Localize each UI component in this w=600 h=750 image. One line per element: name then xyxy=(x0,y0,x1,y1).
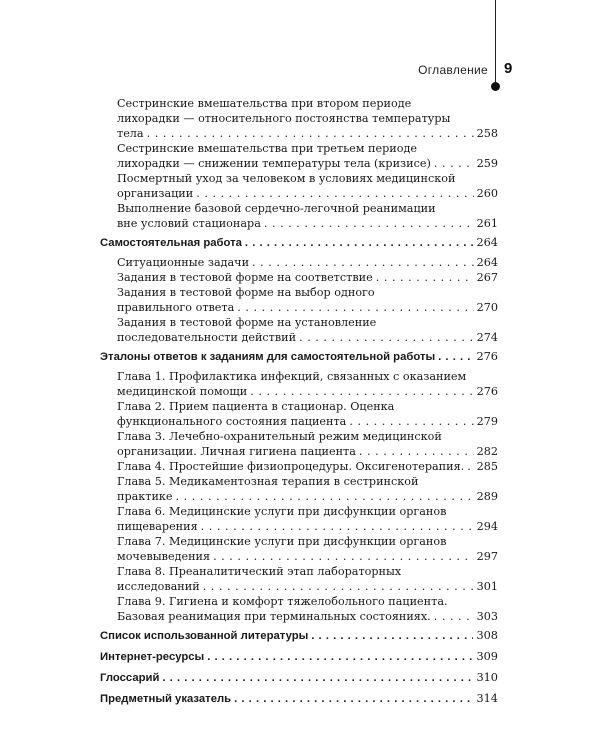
dot-leader xyxy=(299,330,474,345)
dot-leader xyxy=(434,609,474,624)
page-number: 9 xyxy=(504,60,513,77)
toc-entry-title: Эталоны ответов к заданиям для самостоятельной работы xyxy=(100,351,436,363)
toc-entry-title: Глава 6. Медицинские услуги при дисфункции органов xyxy=(117,505,447,518)
dot-leader xyxy=(264,216,474,231)
toc-entry-title: Глава 8. Преаналитический этап лабораторных xyxy=(117,565,402,578)
toc-section-entry[interactable] xyxy=(100,349,498,365)
toc-page-number: 259 xyxy=(476,157,498,170)
dot-leader xyxy=(376,270,474,285)
toc-entry-title: Сестринские вмешательства при третьем периоде xyxy=(117,142,417,155)
toc-subsection-entry[interactable] xyxy=(100,285,498,315)
toc-page-number: 264 xyxy=(476,256,498,269)
toc-section-entry[interactable] xyxy=(100,235,498,251)
toc-entry-title: Интернет-ресурсы xyxy=(100,651,205,663)
toc-entry-line xyxy=(117,444,498,459)
toc-subsection-entry[interactable] xyxy=(100,201,498,231)
toc-page-number: 258 xyxy=(476,127,498,140)
toc-section-entry[interactable] xyxy=(100,691,498,707)
toc-subsection-entry[interactable] xyxy=(100,564,498,594)
toc-entry-line xyxy=(117,609,498,624)
toc-entry-title: медицинской помощи xyxy=(117,385,248,398)
toc-entry-title: Глоссарий xyxy=(100,672,160,684)
toc-page-number: 282 xyxy=(476,445,498,458)
toc-entry-title: Список использованной литературы xyxy=(100,630,309,642)
toc-subsection-entry[interactable] xyxy=(100,399,498,429)
toc-entry-line xyxy=(117,504,498,519)
running-header-title: Оглавление xyxy=(418,63,488,77)
toc-subsection-entry[interactable] xyxy=(100,504,498,534)
toc-entry-line xyxy=(117,534,498,549)
toc-entry-title: Глава 7. Медицинские услуги при дисфункции органов xyxy=(117,535,447,548)
toc-page-number: 310 xyxy=(476,671,498,684)
toc-subsection-entry[interactable] xyxy=(100,315,498,345)
toc-page-number: 294 xyxy=(476,520,498,533)
toc-entry-title: Задания в тестовой форме на установление xyxy=(117,316,377,329)
toc-entry-line xyxy=(117,285,498,300)
toc-entry-title: Глава 2. Прием пациента в стационар. Оценка xyxy=(117,400,395,413)
dot-leader xyxy=(213,549,474,564)
toc-entry-line xyxy=(117,519,498,534)
toc-subsection-entry[interactable] xyxy=(100,141,498,171)
toc-entry-title: Самостоятельная работа xyxy=(100,237,242,249)
toc-page-number: 314 xyxy=(476,692,498,705)
toc-entry-line xyxy=(100,649,498,665)
dot-leader xyxy=(359,444,474,459)
toc-subsection-entry[interactable] xyxy=(100,171,498,201)
toc-entry-line xyxy=(117,201,498,216)
header-bullet-dot xyxy=(491,82,500,91)
toc-entry-line xyxy=(117,489,498,504)
toc-entry-title: Глава 5. Медикаментозная терапия в сестринской xyxy=(117,475,419,488)
toc-page-number: 267 xyxy=(476,271,498,284)
dot-leader xyxy=(434,156,474,171)
dot-leader xyxy=(207,650,473,665)
toc-subsection-entry[interactable] xyxy=(100,369,498,399)
toc-entry-title: пищеварения xyxy=(117,520,198,533)
toc-entry-line xyxy=(117,156,498,171)
dot-leader xyxy=(176,489,474,504)
toc-entry-line xyxy=(117,300,498,315)
toc-entry-title: лихорадки — относительного постоянства температуры xyxy=(117,112,451,125)
toc-page-number: 289 xyxy=(476,490,498,503)
toc-subsection-entry[interactable] xyxy=(100,534,498,564)
toc-entry-title: Посмертный уход за человеком в условиях медицинской xyxy=(117,172,456,185)
toc-entry-line xyxy=(117,255,498,270)
toc-entry-title: мочевыведения xyxy=(117,550,211,563)
toc-entry-line xyxy=(117,429,498,444)
toc-page-number: 264 xyxy=(476,236,498,249)
toc-entry-title: Задания в тестовой форме на выбор одного xyxy=(117,286,375,299)
dot-leader xyxy=(201,519,474,534)
toc-entry-title: правильного ответа xyxy=(117,301,235,314)
toc-section-entry[interactable] xyxy=(100,628,498,644)
toc-entry-line xyxy=(117,579,498,594)
toc-page-number: 276 xyxy=(476,385,498,398)
toc-entry-line xyxy=(117,384,498,399)
toc-entry-line xyxy=(117,111,498,126)
toc-entry-title: последовательности действий xyxy=(117,331,297,344)
toc-subsection-entry[interactable] xyxy=(100,270,498,285)
toc-page-number: 276 xyxy=(476,350,498,363)
toc-subsection-entry[interactable] xyxy=(100,594,498,624)
dot-leader xyxy=(162,671,473,686)
toc-entry-line xyxy=(117,186,498,201)
toc-entry-title: Предметный указатель xyxy=(100,693,232,705)
toc-entry-title: организации xyxy=(117,187,194,200)
toc-subsection-entry[interactable] xyxy=(100,255,498,270)
toc-page-number: 285 xyxy=(476,460,498,473)
toc-entry-line xyxy=(117,141,498,156)
toc-entry-title: Базовая реанимация при терминальных состояниях. xyxy=(117,610,431,623)
toc-entry-line xyxy=(100,691,498,707)
toc-entry-line xyxy=(117,216,498,231)
dot-leader xyxy=(467,459,473,474)
toc-entry-title: вне условий стационара xyxy=(117,217,261,230)
toc-entry-line xyxy=(117,369,498,384)
toc-entry-title: организации. Личная гигиена пациента xyxy=(117,445,356,458)
toc-page-number: 297 xyxy=(476,550,498,563)
dot-leader xyxy=(245,236,474,251)
toc-entry-line xyxy=(117,270,498,285)
dot-leader xyxy=(234,692,473,707)
toc-subsection-entry[interactable] xyxy=(100,459,498,474)
toc-entry-title: Глава 3. Лечебно-охранительный режим медицинской xyxy=(117,430,442,443)
toc-subsection-entry[interactable] xyxy=(100,96,498,141)
toc-entry-line xyxy=(117,549,498,564)
toc-entry-line xyxy=(117,315,498,330)
dot-leader xyxy=(203,579,474,594)
toc-subsection-entry[interactable] xyxy=(100,474,498,504)
dot-leader xyxy=(438,350,473,365)
toc-page-number: 303 xyxy=(476,610,498,623)
toc-entry-title: Глава 4. Простейшие физиопроцедуры. Оксигенотерапия. xyxy=(117,460,465,473)
toc-entry-title: исследований xyxy=(117,580,200,593)
toc-entry-line xyxy=(100,349,498,365)
toc-entry-title: Выполнение базовой сердечно-легочной реанимации xyxy=(117,202,436,215)
dot-leader xyxy=(196,186,473,201)
toc-entry-title: тела xyxy=(117,127,144,140)
toc-entry-line xyxy=(117,459,498,474)
dot-leader xyxy=(349,414,473,429)
dot-leader xyxy=(250,384,473,399)
toc-page-number: 261 xyxy=(476,217,498,230)
toc-entry-line xyxy=(117,564,498,579)
toc-subsection-entry[interactable] xyxy=(100,429,498,459)
toc-page-number: 260 xyxy=(476,187,498,200)
toc-section-entry[interactable] xyxy=(100,670,498,686)
toc-entry-line xyxy=(117,126,498,141)
toc-entry-line xyxy=(100,628,498,644)
toc-page-number: 279 xyxy=(476,415,498,428)
header-vertical-rule xyxy=(495,0,496,88)
toc-entry-line xyxy=(117,330,498,345)
toc-page-number: 308 xyxy=(476,629,498,642)
table-of-contents xyxy=(100,96,498,707)
toc-page-number: 309 xyxy=(476,650,498,663)
toc-page-number: 274 xyxy=(476,331,498,344)
toc-page-number: 301 xyxy=(476,580,498,593)
toc-entry-line xyxy=(117,474,498,489)
toc-entry-title: Сестринские вмешательства при втором периоде xyxy=(117,97,412,110)
toc-page-number: 270 xyxy=(476,301,498,314)
toc-entry-line xyxy=(100,235,498,251)
dot-leader xyxy=(147,126,474,141)
toc-entry-line xyxy=(117,594,498,609)
dot-leader xyxy=(311,629,473,644)
toc-entry-line xyxy=(100,670,498,686)
toc-entry-title: Задания в тестовой форме на соответствие xyxy=(117,271,373,284)
toc-entry-line xyxy=(117,414,498,429)
toc-entry-title: лихорадки — снижении температуры тела (кризисе) xyxy=(117,157,431,170)
dot-leader xyxy=(252,255,474,270)
toc-entry-line xyxy=(117,171,498,186)
dot-leader xyxy=(237,300,473,315)
toc-entry-line xyxy=(117,96,498,111)
toc-entry-title: Глава 1. Профилактика инфекций, связанных с оказанием xyxy=(117,370,467,383)
toc-entry-line xyxy=(117,399,498,414)
toc-entry-title: функционального состояния пациента xyxy=(117,415,347,428)
toc-entry-title: Ситуационные задачи xyxy=(117,256,250,269)
toc-entry-title: практике xyxy=(117,490,173,503)
toc-section-entry[interactable] xyxy=(100,649,498,665)
toc-entry-title: Глава 9. Гигиена и комфорт тяжелобольного пациента. xyxy=(117,595,448,608)
